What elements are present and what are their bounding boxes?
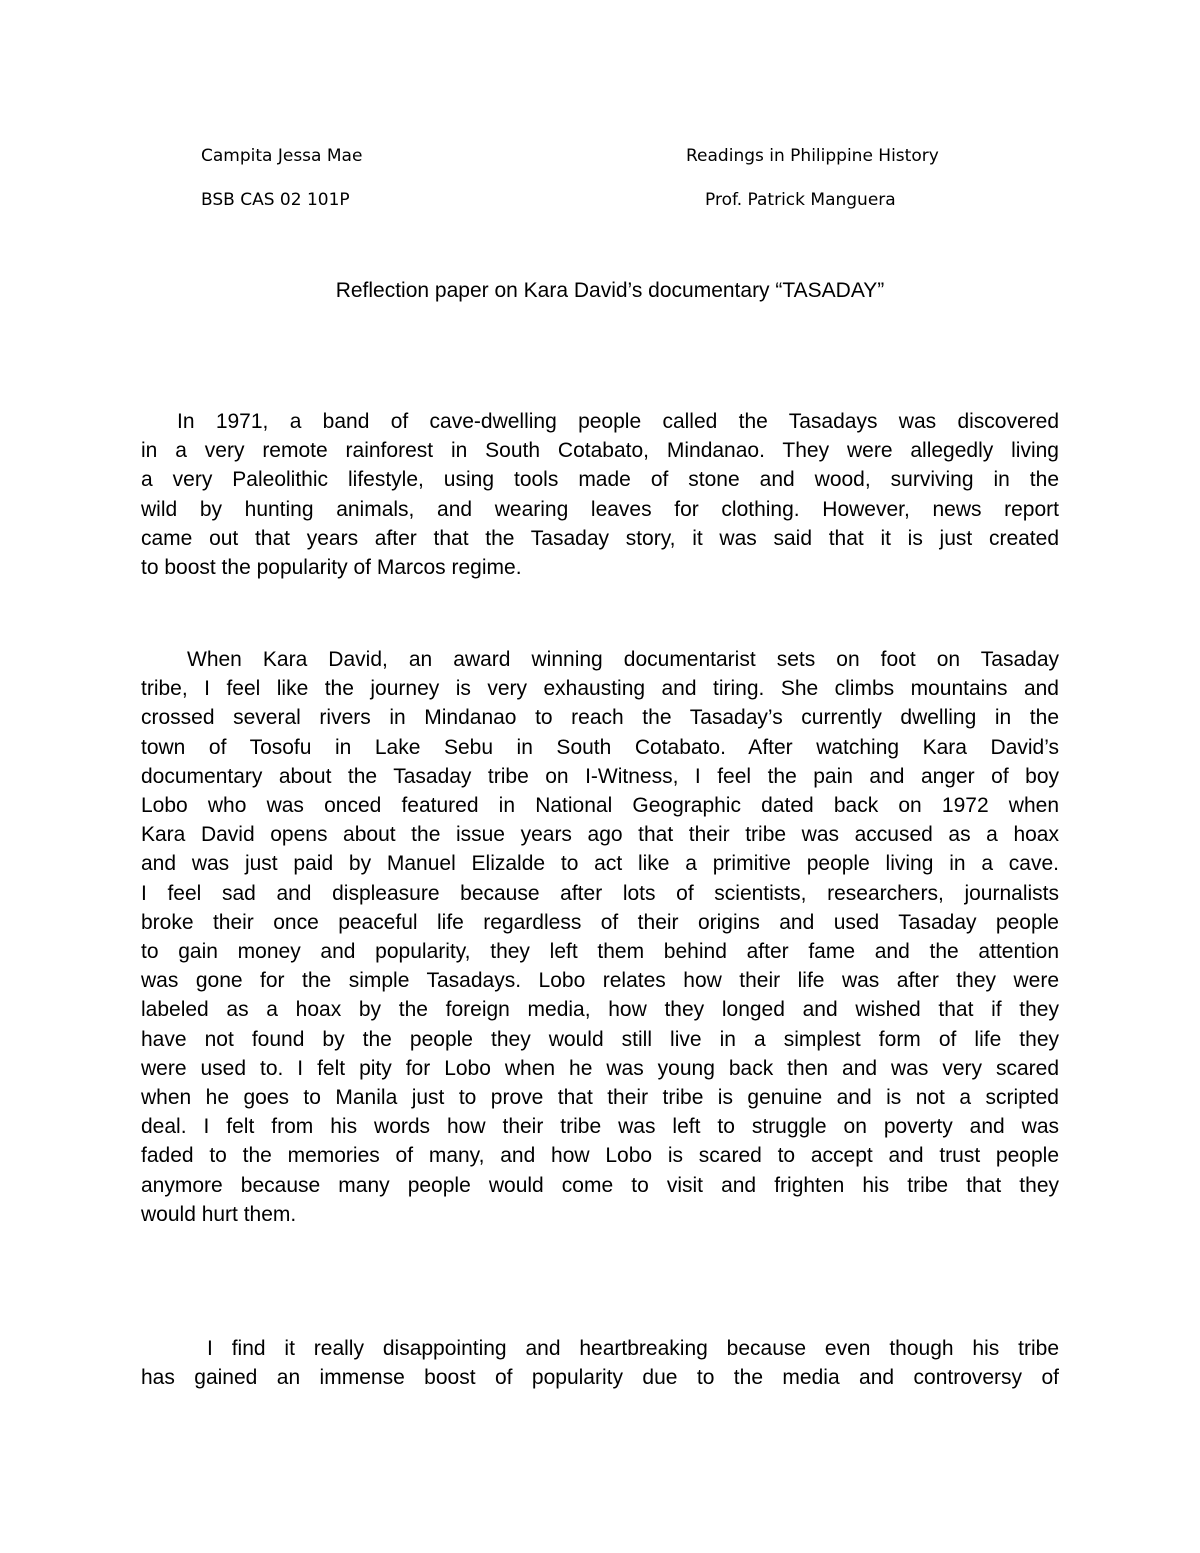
paragraph-line: came out that years after that the Tasaday story, it was said that it is just created	[141, 526, 1059, 550]
section-code: BSB CAS 02 101P	[201, 190, 350, 210]
paragraph-line: When Kara David, an award winning documentarist sets on foot on Tasaday	[187, 648, 1059, 671]
paragraph-line: town of Tosofu in Lake Sebu in South Cotabato. After watching Kara David’s	[141, 735, 1059, 759]
paragraph-line: In 1971, a band of cave-dwelling people called the Tasadays was discovered	[177, 410, 1059, 433]
paragraph-line: would hurt them.	[141, 1202, 297, 1226]
paragraph-line: wild by hunting animals, and wearing leaves for clothing. However, news report	[141, 497, 1059, 521]
paragraph-line: Kara David opens about the issue years ago that their tribe was accused as a hoax	[141, 823, 1059, 847]
paragraph-line: were used to. I felt pity for Lobo when he was young back then and was very scared	[141, 1056, 1059, 1080]
paragraph-line: Lobo who was onced featured in National Geographic dated back on 1972 when	[141, 794, 1059, 818]
paragraph-1	[141, 407, 1059, 582]
student-name: Campita Jessa Mae	[201, 146, 363, 166]
document-title: Reflection paper on Kara David’s documentary “TASADAY”	[335, 279, 885, 302]
paragraph-line: anymore because many people would come to visit and frighten his tribe that they	[141, 1173, 1059, 1197]
paragraph-line: to gain money and popularity, they left them behind after fame and the attention	[141, 940, 1059, 964]
paragraph-line: in a very remote rainforest in South Cotabato, Mindanao. They were allegedly living	[141, 439, 1059, 463]
paragraph-2	[141, 645, 1059, 1229]
paragraph-line: crossed several rivers in Mindanao to reach the Tasaday’s currently dwelling in the	[141, 706, 1059, 730]
paragraph-line: and was just paid by Manuel Elizalde to act like a primitive people living in a cave.	[141, 852, 1059, 876]
paragraph-line: to boost the popularity of Marcos regime.	[141, 556, 522, 580]
paragraph-line: has gained an immense boost of popularity due to the media and controversy of	[141, 1366, 1059, 1390]
professor-name: Prof. Patrick Manguera	[705, 190, 896, 210]
paragraph-line: tribe, I feel like the journey is very exhausting and tiring. She climbs mountains and	[141, 677, 1059, 701]
paragraph-line: was gone for the simple Tasadays. Lobo relates how their life was after they were	[141, 969, 1059, 993]
paragraph-line: broke their once peaceful life regardless of their origins and used Tasaday people	[141, 910, 1059, 934]
paragraph-line: a very Paleolithic lifestyle, using tools made of stone and wood, surviving in the	[141, 468, 1059, 492]
paragraph-3	[141, 1334, 1059, 1392]
paragraph-line: when he goes to Manila just to prove that their tribe is genuine and is not a scripted	[141, 1086, 1059, 1110]
paragraph-line: faded to the memories of many, and how Lobo is scared to accept and trust people	[141, 1144, 1059, 1168]
paragraph-line: deal. I felt from his words how their tribe was left to struggle on poverty and was	[141, 1115, 1059, 1139]
course-name: Readings in Philippine History	[686, 146, 939, 166]
paragraph-line: I find it really disappointing and heartbreaking because even though his tribe	[207, 1337, 1059, 1360]
paragraph-line: labeled as a hoax by the foreign media, how they longed and wished that if they	[141, 998, 1059, 1022]
paragraph-line: have not found by the people they would still live in a simplest form of life they	[141, 1027, 1059, 1051]
paragraph-line: I feel sad and displeasure because after lots of scientists, researchers, journalists	[141, 881, 1059, 905]
paragraph-line: documentary about the Tasaday tribe on I-Witness, I feel the pain and anger of boy	[141, 764, 1059, 788]
